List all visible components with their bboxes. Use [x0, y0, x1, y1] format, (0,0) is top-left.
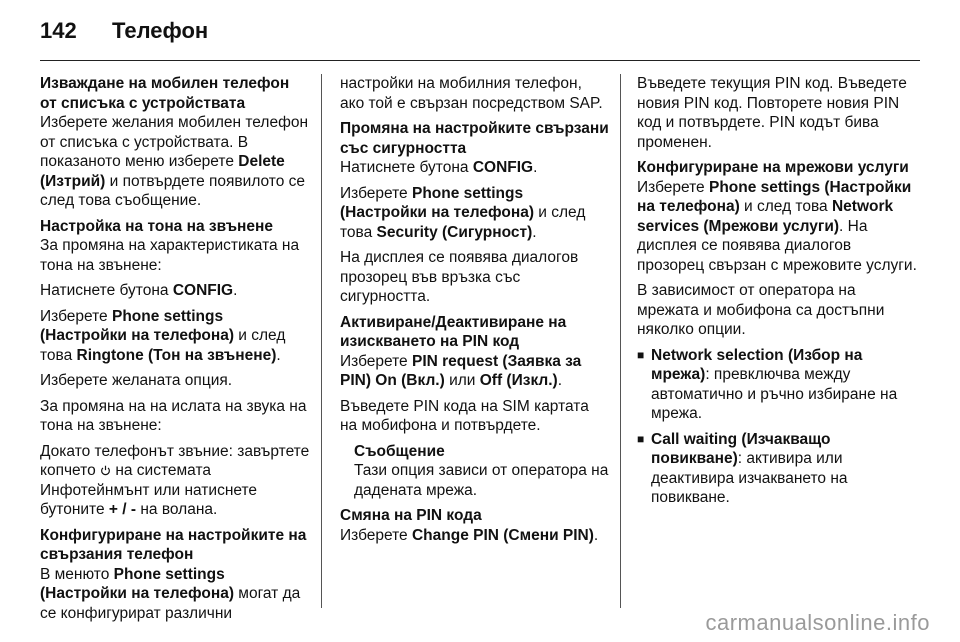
column-divider	[620, 74, 621, 608]
text: .	[593, 526, 599, 544]
menu-term: Security (Сигурност)	[376, 223, 533, 241]
watermark: carmanualsonline.info	[705, 610, 930, 635]
section-security	[340, 119, 610, 178]
menu-term: Network services (Мрежови услуги)	[637, 198, 894, 235]
text: . На дисплея се появява диалогов прозорец свързан с мрежовите услуги.	[637, 217, 917, 274]
text: и потвърдете появилото се след това съобщение.	[40, 172, 306, 209]
paragraph	[637, 179, 917, 274]
menu-term: Change PIN (Смени PIN)	[411, 526, 594, 544]
paragraph: Изберете желаната опция.	[40, 372, 233, 389]
note-heading: Съобщение	[354, 442, 445, 460]
power-knob-icon	[100, 465, 111, 476]
text: и след това	[739, 198, 832, 215]
paragraph: За промяна на на ислата на звука на тона на звънене:	[40, 397, 307, 434]
button-term: CONFIG	[472, 159, 534, 176]
text: Изберете	[637, 178, 709, 196]
text: Изберете	[40, 307, 112, 325]
paragraph	[340, 184, 610, 243]
text: .	[276, 346, 281, 364]
text: и след това	[40, 327, 286, 364]
header-rule	[40, 60, 920, 61]
section-pin-request	[340, 313, 610, 391]
text: : активира или деактивира изчакването на повикване.	[651, 450, 848, 506]
button-term: + / -	[108, 501, 137, 518]
text: .	[533, 159, 538, 176]
section-heading: Активиране/Деактивиране на изискването на PIN код	[340, 313, 567, 350]
paragraph: настройки на мобилния телефон, ако той е свързан посредством SAP.	[340, 75, 603, 112]
text: Натиснете бутона	[340, 159, 473, 176]
text: Изберете	[340, 184, 412, 202]
text: Изберете	[340, 526, 412, 544]
bullet-square-icon: ■	[637, 431, 645, 446]
menu-term: Phone settings (Настройки на телефона)	[40, 565, 234, 602]
text: на системата Инфотейнмънт или натиснете бутоните	[40, 462, 258, 518]
section-heading: Конфигуриране на настройките на свързания телефон	[40, 526, 307, 563]
menu-term: Phone settings (Настройки на телефона)	[40, 307, 234, 344]
menu-term: Phone settings (Настройки на телефона)	[340, 184, 534, 221]
section-phone-settings	[40, 526, 310, 624]
paragraph	[340, 527, 598, 544]
section-heading: Смяна на PIN кода	[340, 507, 482, 524]
bullet-square-icon: ■	[637, 347, 645, 362]
menu-term: Phone settings (Настройки на телефона)	[637, 178, 912, 215]
bullet-list	[637, 346, 919, 508]
text: В менюто	[40, 565, 114, 583]
paragraph: Въведете текущия PIN код. Въведете новия PIN код. Повторете новия PIN код и потвърдете. PIN кодът бива променен.	[637, 75, 907, 151]
section-heading: Настройка на тона на звънене	[40, 217, 274, 235]
paragraph	[40, 114, 308, 209]
paragraph	[340, 159, 537, 176]
text: Докато телефонът звъние: завъртете копчето	[40, 442, 310, 479]
text: на волана.	[136, 501, 218, 518]
section-heading: Изваждане на мобилен телефон от списъка с устройствата	[40, 75, 290, 112]
section-ringtone	[40, 217, 310, 276]
text: .	[233, 282, 238, 299]
paragraph: Въведете PIN кода на SIM картата на мобифона и потвърдете.	[340, 397, 589, 434]
menu-term: Ringtone (Тон на звънене)	[76, 346, 277, 364]
paragraph: На дисплея се появява диалогов прозорец във връзка със сигурността.	[340, 249, 579, 305]
menu-term: Network selection (Избор на мрежа)	[651, 346, 863, 383]
menu-term: Delete (Изтрий)	[40, 153, 285, 190]
column-1	[40, 74, 310, 629]
list-item	[637, 346, 919, 424]
paragraph	[40, 566, 300, 622]
text: и след това	[340, 204, 586, 241]
column-divider	[321, 74, 322, 608]
text: : превключва между автоматично и ръчно избиране на мрежа.	[651, 366, 898, 422]
text: или	[444, 372, 480, 389]
text: Изберете	[340, 352, 412, 370]
paragraph	[40, 307, 310, 366]
paragraph	[40, 281, 310, 301]
text: Изберете желания мобилен телефон от списъка с устройствата. В показаното меню изберете	[40, 114, 309, 170]
paragraph	[40, 442, 310, 520]
page-number: 142	[40, 18, 77, 43]
paragraph: За промяна на характеристиката на тона на звънене:	[40, 237, 300, 274]
column-2	[340, 74, 610, 551]
menu-term: Call waiting (Изчакващо повикване)	[651, 430, 831, 467]
section-heading: Конфигуриране на мрежови услуги	[637, 159, 909, 176]
text: Натиснете бутона	[40, 282, 173, 299]
column-3	[637, 74, 919, 514]
section-heading: Промяна на настройките свързани със сигурността	[340, 120, 609, 157]
note-box	[340, 442, 610, 501]
text: могат да се конфигурират различни	[40, 585, 301, 622]
paragraph	[340, 353, 581, 390]
menu-term: Off (Изкл.)	[479, 372, 558, 389]
section-remove-phone	[40, 74, 310, 211]
note-text: Тази опция зависи от оператора на дадената мрежа.	[354, 462, 609, 499]
text: .	[557, 372, 563, 389]
page-header	[40, 18, 208, 48]
menu-term: PIN request (Заявка за PIN) On (Вкл.)	[340, 352, 582, 389]
section-network-services	[637, 158, 919, 275]
section-change-pin	[340, 506, 610, 545]
text: .	[532, 223, 537, 241]
list-item	[637, 430, 919, 508]
paragraph: В зависимост от оператора на мрежата и мобифона са достъпни няколко опции.	[637, 282, 885, 338]
button-term: CONFIG	[172, 282, 234, 299]
page-title: Телефон	[112, 18, 209, 43]
